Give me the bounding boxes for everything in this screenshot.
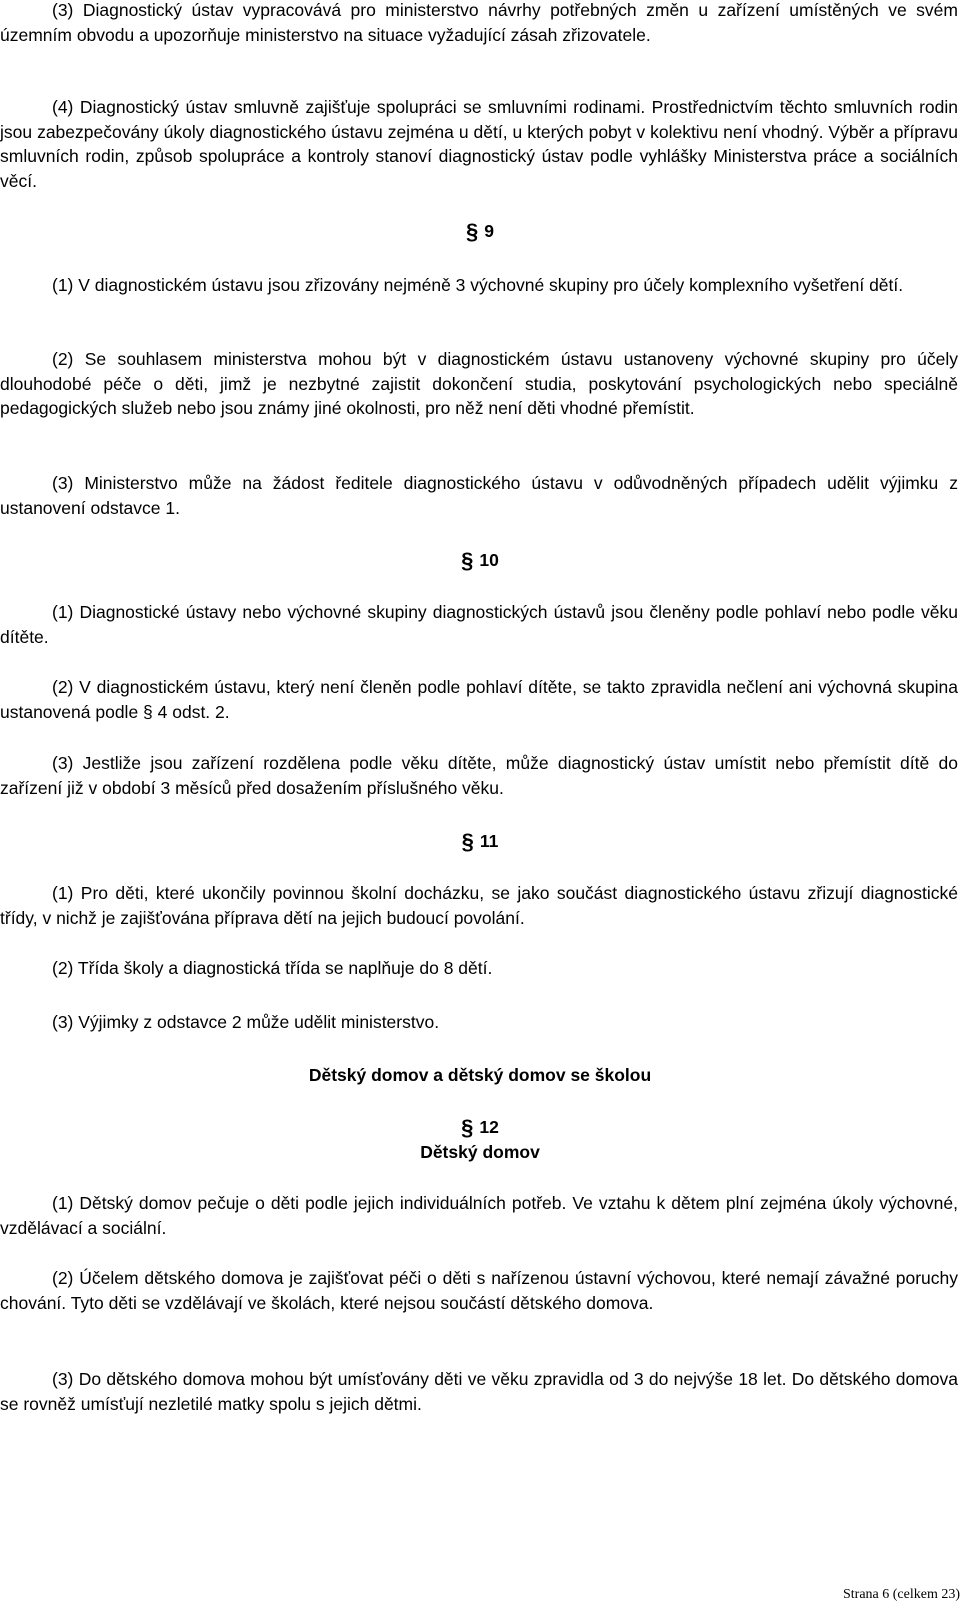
paragraph-12-3: (3) Do dětského domova mohou být umísťovány děti ve věku zpravidla od 3 do nejvýše 18 let. Do dětského domova se rovněž umísťují nezletilé matky spolu s jejich dětmi. (0, 1369, 958, 1414)
section-12-title: Dětský domov (420, 1142, 540, 1162)
section-symbol: § (461, 548, 474, 573)
page-footer: Strana 6 (celkem 23) (842, 1587, 960, 1602)
section-number: 11 (479, 831, 499, 851)
paragraph-9-3: (3) Ministerstvo může na žádost ředitele diagnostického ústavu v odůvodněných případech udělit výjimku z ustanovení odstavce 1. (0, 473, 958, 518)
section-number: 10 (479, 550, 499, 570)
paragraph-8-3: (3) Diagnostický ústav vypracovává pro ministerstvo návrhy potřebných změn u zařízení umístěných ve svém územním obvodu a upozorňuje ministerstvo na situace vyžadující zásah zřizovatele. (0, 0, 958, 45)
paragraph-11-3: (3) Výjimky z odstavce 2 může udělit ministerstvo. (52, 1012, 440, 1032)
part-heading: Dětský domov a dětský domov se školou (308, 1065, 652, 1085)
section-9-heading (0, 219, 960, 244)
paragraph-11-2: (2) Třída školy a diagnostická třída se naplňuje do 8 dětí. (52, 958, 493, 978)
paragraph-10-2: (2) V diagnostickém ústavu, který není členěn podle pohlaví dítěte, se takto zpravidla nečlení ani výchovná skupina ustanovená podle § 4 odst. 2. (0, 677, 958, 722)
section-number: 12 (479, 1117, 499, 1137)
paragraph-12-2: (2) Účelem dětského domova je zajišťovat péči o děti s nařízenou ústavní výchovou, které nemají závažné poruchy chování. Tyto děti se vzdělávají ve školách, které nejsou součástí dětského domova. (0, 1268, 958, 1313)
paragraph-9-1: (1) V diagnostickém ústavu jsou zřizovány nejméně 3 výchovné skupiny pro účely komplexního vyšetření dětí. (52, 275, 904, 295)
section-10-heading (0, 548, 960, 573)
paragraph-12-1: (1) Dětský domov pečuje o děti podle jejich individuálních potřeb. Ve vztahu k dětem plní zejména úkoly výchovné, vzdělávací a sociální. (0, 1193, 958, 1238)
paragraph-9-2: (2) Se souhlasem ministerstva mohou být v diagnostickém ústavu ustanoveny výchovné skupiny pro účely dlouhodobé péče o děti, jimž je nezbytné zajistit dokončení studia, poskytování psychologických nebo speciálně pedagogických služeb nebo jsou známy jiné okolnosti, pro něž není děti vhodné přemístit. (0, 349, 958, 418)
section-12-heading (0, 1115, 960, 1140)
paragraph-11-1: (1) Pro děti, které ukončily povinnou školní docházku, se jako součást diagnostického ústavu zřizují diagnostické třídy, v nichž je zajišťována příprava dětí na jejich budoucí povolání. (0, 883, 958, 928)
section-symbol: § (461, 829, 474, 854)
section-symbol: § (466, 219, 479, 244)
paragraph-8-4: (4) Diagnostický ústav smluvně zajišťuje spolupráci se smluvními rodinami. Prostřednictvím těchto smluvních rodin jsou zabezpečovány úkoly diagnostického ústavu zejména u dětí, u kterých pobyt v kolektivu není vhodný. Výběr a přípravu smluvních rodin, způsob spolupráce a kontroly stanoví diagnostický ústav podle vyhlášky Ministerstva práce a sociálních věcí. (0, 97, 958, 191)
paragraph-10-3: (3) Jestliže jsou zařízení rozdělena podle věku dítěte, může diagnostický ústav umístit nebo přemístit dítě do zařízení již v období 3 měsíců před dosažením příslušného věku. (0, 753, 958, 798)
section-symbol: § (461, 1115, 474, 1140)
section-number: 9 (484, 221, 494, 241)
paragraph-10-1: (1) Diagnostické ústavy nebo výchovné skupiny diagnostických ústavů jsou členěny podle pohlaví nebo podle věku dítěte. (0, 602, 958, 647)
section-11-heading (0, 829, 960, 854)
